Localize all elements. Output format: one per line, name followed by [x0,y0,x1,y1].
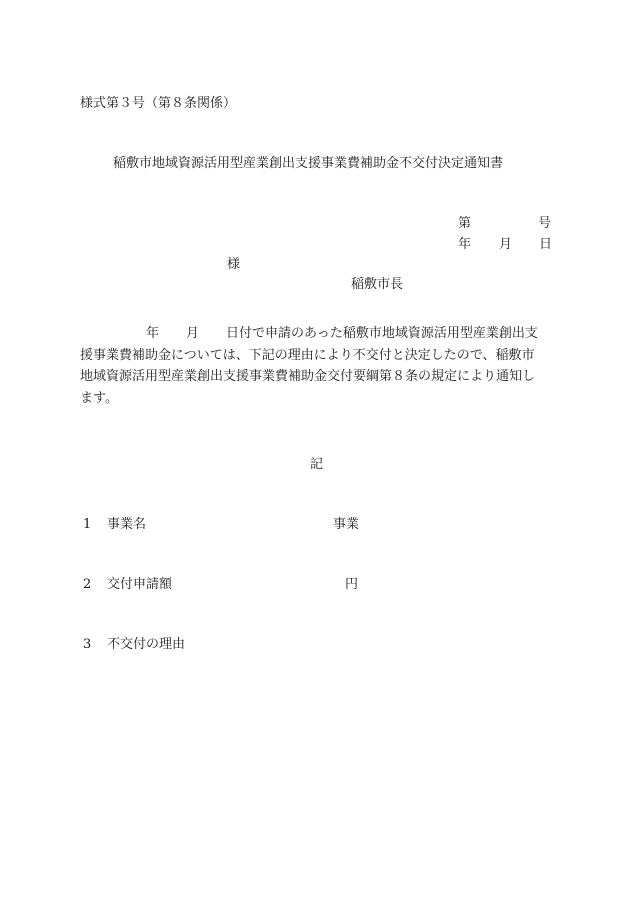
body-line-1-text: 日付で申請のあった稲敷市地域資源活用型産業創出支 [226,326,538,341]
ki-heading: 記 [310,457,324,472]
item-1-value: 事業 [333,517,360,532]
body-line-3: 地域資源活用型産業創出支援事業費補助金交付要綱第８条の規定により通知し [80,369,536,384]
date-year: 年 [458,237,472,252]
recipient-suffix: 様 [227,257,241,272]
body-year: 年 [146,326,160,341]
date-month: 月 [499,237,513,252]
item-3-number: 3 [83,637,92,652]
body-paragraph [80,323,552,409]
form-label: 様式第３号（第８条関係） [80,96,237,111]
item-2-label: 交付申請額 [107,577,173,592]
doc-number-prefix: 第 [458,216,472,231]
doc-number-suffix: 号 [538,216,552,231]
item-3-label: 不交付の理由 [107,637,186,652]
body-line-4: ます。 [80,390,118,406]
body-month: 月 [186,326,200,341]
date-day: 日 [539,237,553,252]
item-1-number: 1 [83,517,92,532]
item-2-number: 2 [83,577,92,592]
document-title: 稲敷市地域資源活用型産業創出支援事業費補助金不交付決定通知書 [113,156,504,171]
body-line-1 [80,323,552,345]
issuer-name: 稲敷市長 [351,277,404,292]
item-1-label: 事業名 [107,517,147,532]
item-2-value: 円 [345,577,359,592]
body-line-2: 援事業費補助金については、下記の理由により不交付と決定したので、稲敷市 [80,347,535,363]
